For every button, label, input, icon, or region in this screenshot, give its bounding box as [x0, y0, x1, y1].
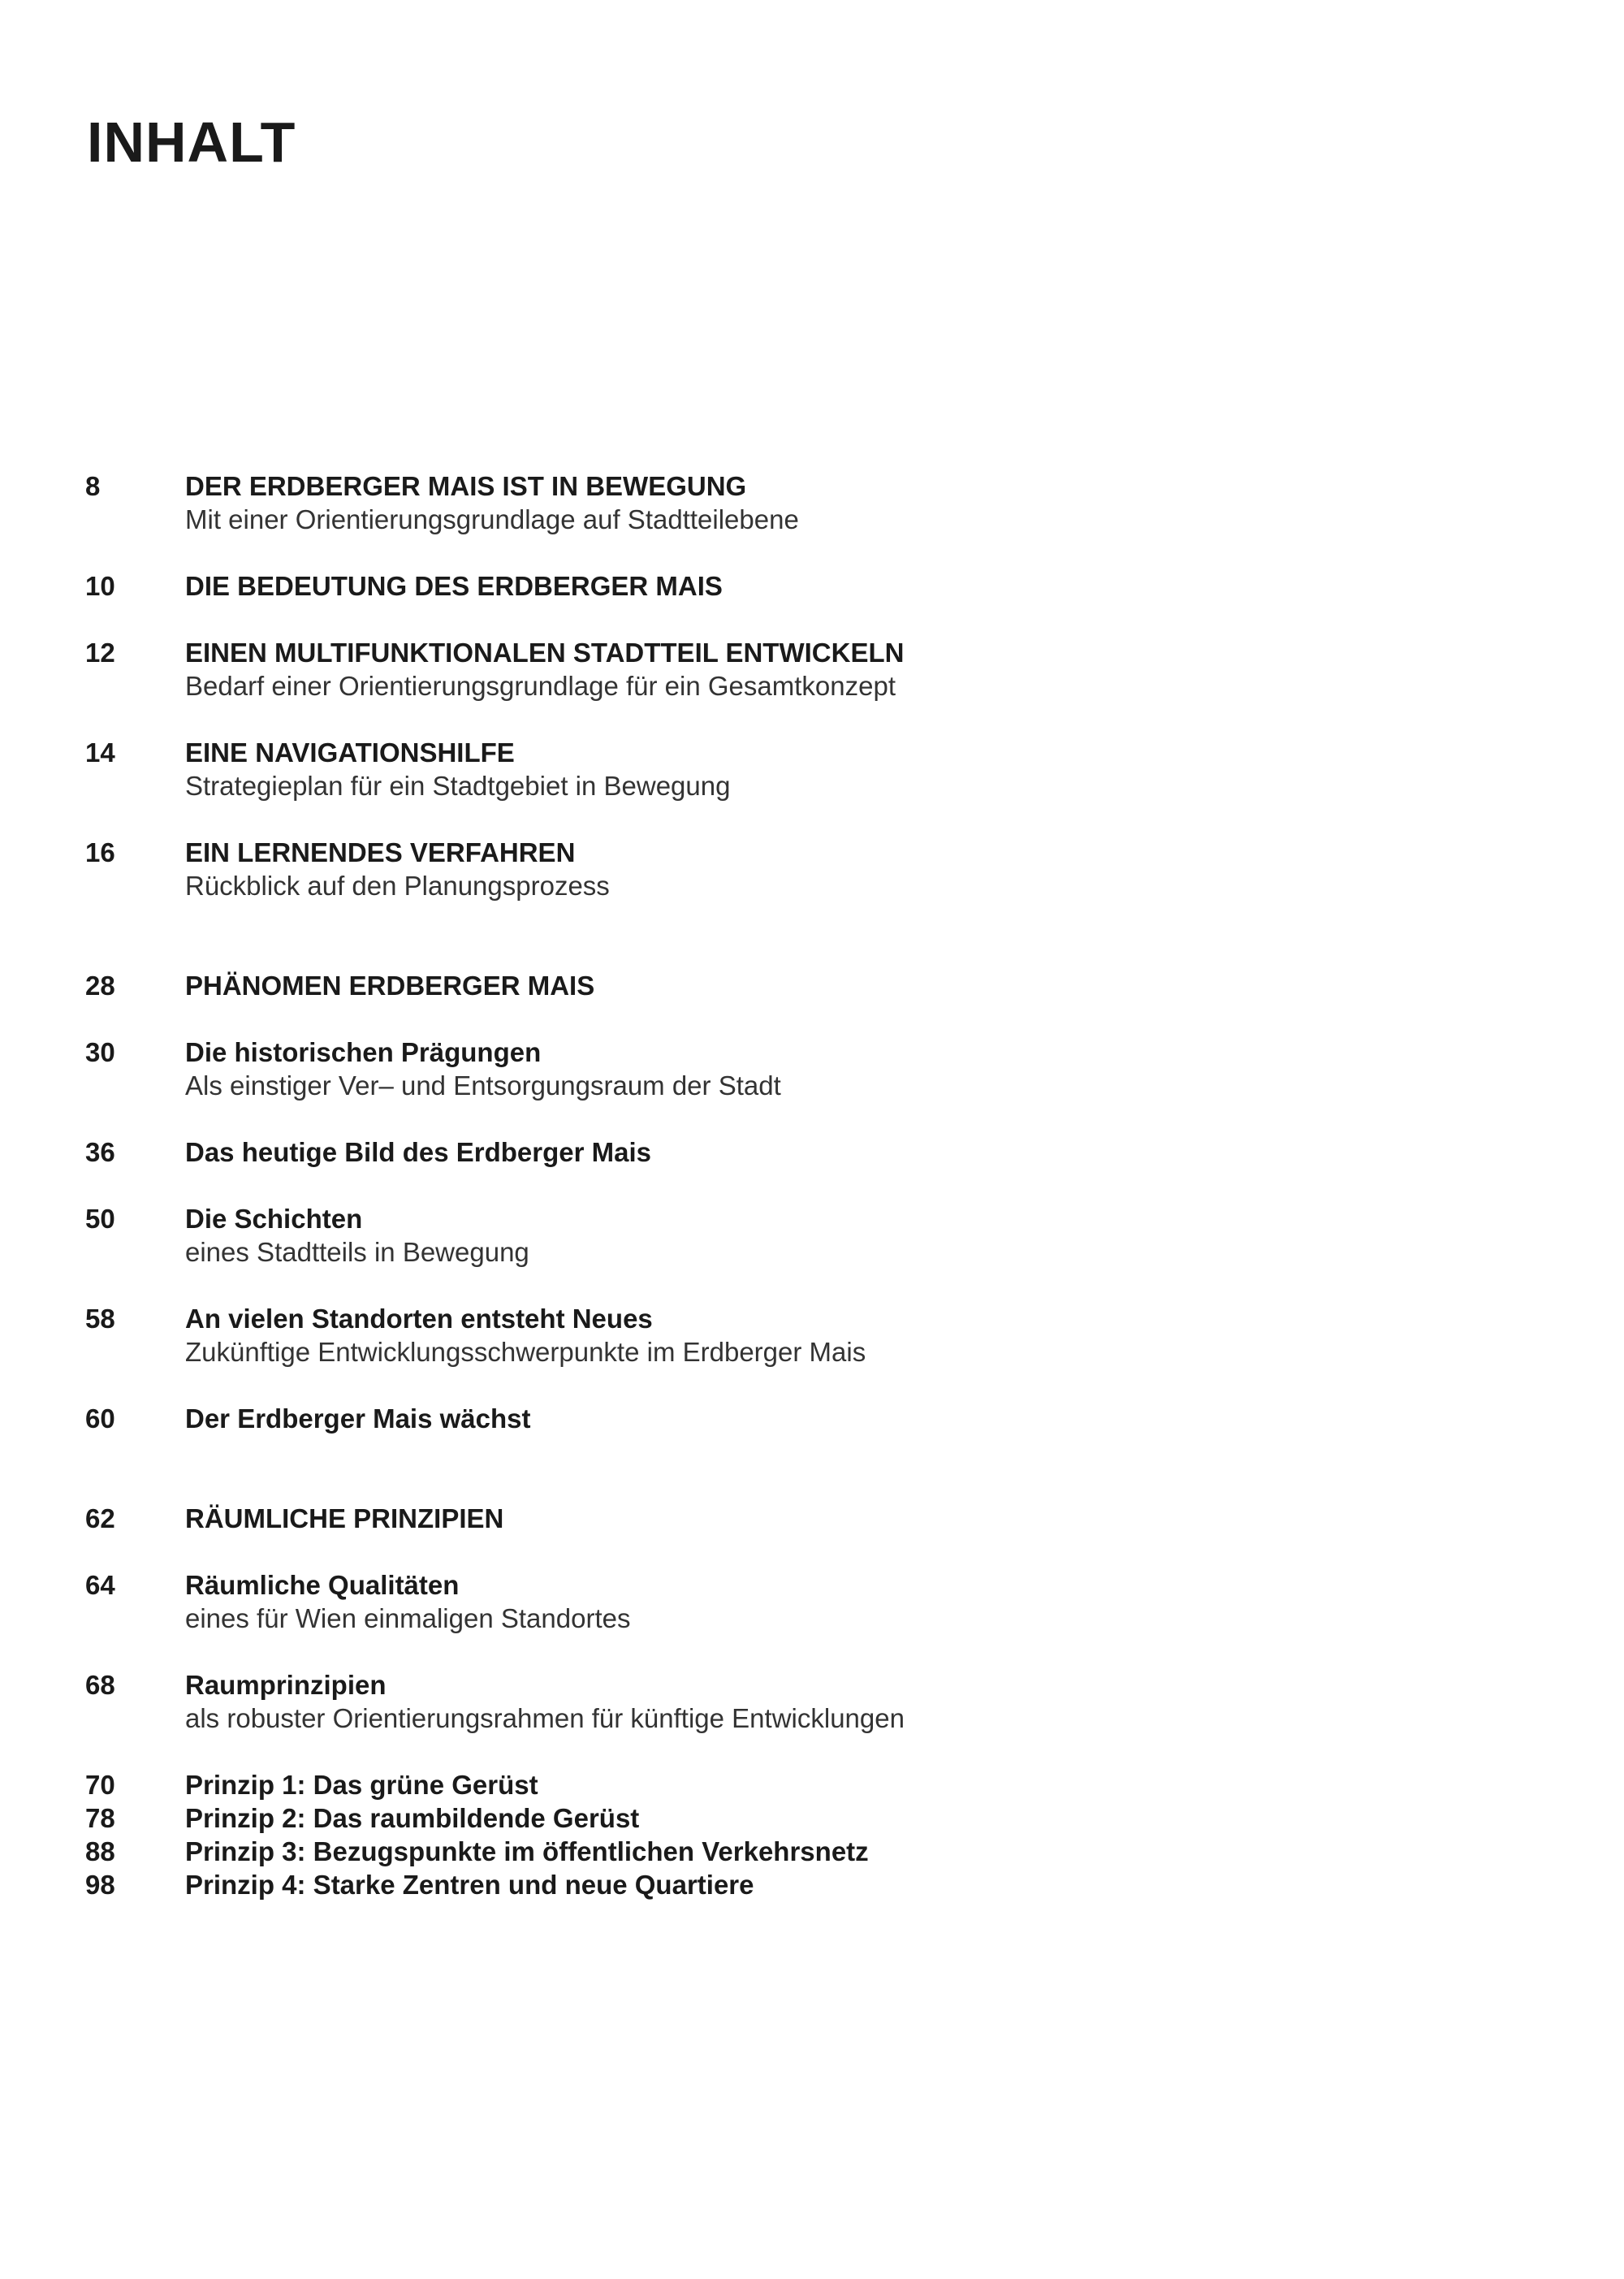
toc-entry-title: Räumliche Qualitäten: [185, 1570, 460, 1600]
toc-entry[interactable]: [85, 1302, 1466, 1369]
toc-entry-title: Prinzip 1: Das grüne Gerüst: [185, 1770, 538, 1800]
toc-entry[interactable]: [85, 1868, 1466, 1901]
toc-entry[interactable]: [85, 569, 1466, 603]
toc-entry[interactable]: [85, 1835, 1466, 1868]
toc-entry-subtitle: Zukünftige Entwicklungsschwerpunkte im Erdberger Mais: [185, 1337, 866, 1367]
toc-entry-title: Prinzip 2: Das raumbildende Gerüst: [185, 1803, 640, 1833]
toc-entry[interactable]: [85, 1502, 1466, 1535]
toc-page-number: 28: [85, 971, 115, 1001]
toc-entry[interactable]: [85, 736, 1466, 802]
toc-entry[interactable]: [85, 969, 1466, 1002]
toc-entry[interactable]: [85, 1668, 1466, 1735]
toc-entry-title: Der Erdberger Mais wächst: [185, 1403, 531, 1434]
toc-page-number: 60: [85, 1403, 115, 1434]
table-of-contents: [85, 469, 1466, 1901]
toc-page-number: 62: [85, 1503, 115, 1533]
toc-page-number: 68: [85, 1670, 115, 1700]
toc-entry-title: Das heutige Bild des Erdberger Mais: [185, 1137, 651, 1167]
toc-page-number: 10: [85, 571, 115, 601]
toc-page-number: 64: [85, 1570, 115, 1600]
toc-entry-title: Prinzip 3: Bezugspunkte im öffentlichen Verkehrsnetz: [185, 1836, 869, 1866]
toc-entry-subtitle: eines für Wien einmaligen Standortes: [185, 1603, 631, 1633]
toc-entry-title: Prinzip 4: Starke Zentren und neue Quartiere: [185, 1870, 754, 1900]
toc-entry[interactable]: [85, 1036, 1466, 1102]
toc-entry-title: Die historischen Prägungen: [185, 1037, 542, 1067]
toc-entry-subtitle: Rückblick auf den Planungsprozess: [185, 871, 610, 901]
toc-entry-title: An vielen Standorten entsteht Neues: [185, 1304, 653, 1334]
toc-page-number: 12: [85, 638, 115, 668]
toc-entry-title: EINEN MULTIFUNKTIONALEN STADTTEIL ENTWICKELN: [185, 638, 905, 668]
toc-entry-subtitle: Mit einer Orientierungsgrundlage auf Stadtteilebene: [185, 504, 799, 534]
toc-entry-title: Die Schichten: [185, 1204, 363, 1234]
toc-entry-subtitle: Als einstiger Ver– und Entsorgungsraum der Stadt: [185, 1070, 781, 1101]
toc-entry-title: EIN LERNENDES VERFAHREN: [185, 837, 576, 867]
toc-entry[interactable]: [85, 1135, 1466, 1169]
toc-entry[interactable]: [85, 836, 1466, 902]
toc-page-number: 16: [85, 837, 115, 867]
toc-page-number: 30: [85, 1037, 115, 1067]
toc-entry[interactable]: [85, 636, 1466, 703]
toc-entry[interactable]: [85, 1568, 1466, 1635]
toc-entry-title: PHÄNOMEN ERDBERGER MAIS: [185, 971, 595, 1001]
toc-page-number: 14: [85, 737, 115, 768]
toc-entry-title: DIE BEDEUTUNG DES ERDBERGER MAIS: [185, 571, 723, 601]
toc-entry-title: Raumprinzipien: [185, 1670, 387, 1700]
toc-entry-subtitle: als robuster Orientierungsrahmen für künftige Entwicklungen: [185, 1703, 905, 1733]
toc-page-number: 98: [85, 1870, 115, 1900]
toc-page-number: 88: [85, 1836, 115, 1866]
page-title: INHALT: [87, 110, 296, 174]
toc-entry[interactable]: [85, 1202, 1466, 1269]
toc-page-number: 78: [85, 1803, 115, 1833]
toc-page-number: 8: [85, 471, 101, 501]
toc-page-number: 36: [85, 1137, 115, 1167]
toc-entry-subtitle: eines Stadtteils in Bewegung: [185, 1237, 529, 1267]
toc-page-number: 58: [85, 1304, 115, 1334]
toc-entry[interactable]: [85, 1402, 1466, 1435]
toc-entry[interactable]: [85, 1768, 1466, 1801]
toc-entry-title: RÄUMLICHE PRINZIPIEN: [185, 1503, 504, 1533]
toc-entry[interactable]: [85, 469, 1466, 536]
toc-entry-title: DER ERDBERGER MAIS IST IN BEWEGUNG: [185, 471, 747, 501]
toc-page-number: 70: [85, 1770, 115, 1800]
toc-entry-title: EINE NAVIGATIONSHILFE: [185, 737, 515, 768]
toc-entry-subtitle: Bedarf einer Orientierungsgrundlage für ein Gesamtkonzept: [185, 671, 896, 701]
toc-entry-subtitle: Strategieplan für ein Stadtgebiet in Bewegung: [185, 771, 731, 801]
toc-entry[interactable]: [85, 1801, 1466, 1835]
toc-page-number: 50: [85, 1204, 115, 1234]
